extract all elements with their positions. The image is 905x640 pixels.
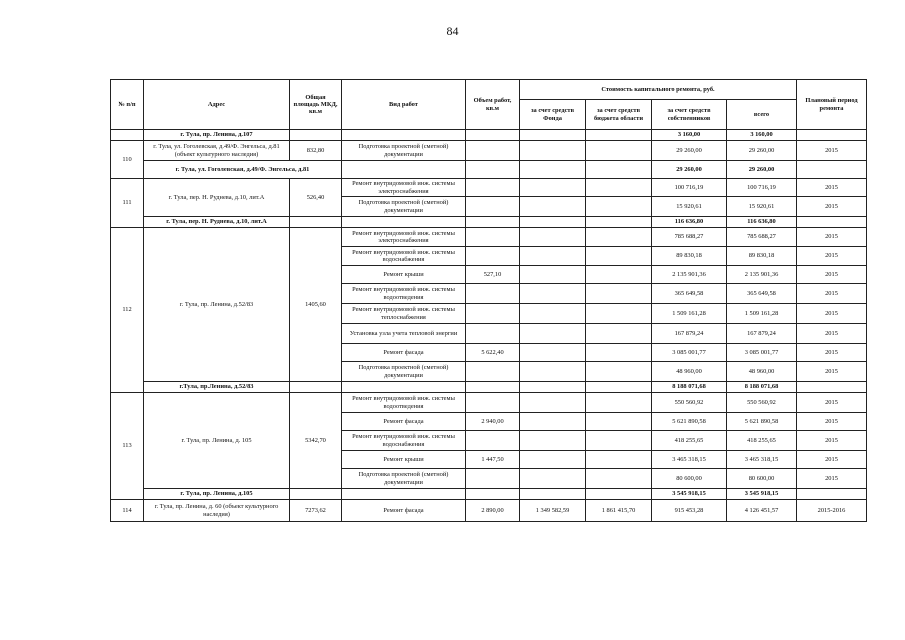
- row-volume: 527,10: [466, 266, 520, 284]
- header-period: Плановый период ремонта: [797, 80, 867, 130]
- row-num: 111: [111, 179, 144, 228]
- row-volume: 5 622,40: [466, 344, 520, 362]
- row-work: Ремонт внутридомовой инж. системы электроснабжения: [342, 179, 466, 197]
- row-owners: 418 255,65: [652, 431, 727, 451]
- row-volume: [466, 469, 520, 489]
- row-volume: [466, 431, 520, 451]
- row-work: Подготовка проектной (сметной) документации: [342, 362, 466, 382]
- table-row: [111, 393, 867, 413]
- row-total: 5 621 890,58: [727, 413, 797, 431]
- row-total: 418 255,65: [727, 431, 797, 451]
- row-total: 4 126 451,57: [727, 500, 797, 522]
- subtotal-total: 3 160,00: [727, 130, 797, 141]
- repair-table: [110, 79, 867, 522]
- table-row: [111, 500, 867, 522]
- row-area: 526,40: [290, 179, 342, 217]
- row-address: г. Тула, пер. Н. Руднева, д.10, лит.А: [144, 179, 290, 217]
- row-total: 89 830,18: [727, 247, 797, 266]
- subtotal-owners: 29 260,00: [652, 161, 727, 179]
- row-total: 29 260,00: [727, 141, 797, 161]
- subtotal-address: г. Тула, пр. Ленина, д.107: [144, 130, 290, 141]
- subtotal-total: 116 636,80: [727, 217, 797, 228]
- subtotal-row: [111, 382, 867, 393]
- row-owners: 3 085 001,77: [652, 344, 727, 362]
- header-work-type: Вид работ: [342, 80, 466, 130]
- row-area: 832,80: [290, 141, 342, 161]
- row-owners: 100 716,19: [652, 179, 727, 197]
- row-work: Подготовка проектной (сметной) документации: [342, 197, 466, 217]
- row-total: 167 879,24: [727, 324, 797, 344]
- row-work: Ремонт фасада: [342, 344, 466, 362]
- row-work: Подготовка проектной (сметной) документации: [342, 469, 466, 489]
- header-fund: за счет средств Фонда: [520, 100, 586, 130]
- row-volume: 2 940,00: [466, 413, 520, 431]
- row-total: 80 600,00: [727, 469, 797, 489]
- row-owners: 3 465 318,15: [652, 451, 727, 469]
- subtotal-address: г. Тула, ул. Гоголевская, д.49/Ф. Энгельса, д.81: [144, 161, 342, 179]
- header-address: Адрес: [144, 80, 290, 130]
- row-owners: 29 260,00: [652, 141, 727, 161]
- row-work: Установка узла учета тепловой энергии: [342, 324, 466, 344]
- row-owners: 365 649,58: [652, 284, 727, 304]
- row-area: 5342,70: [290, 393, 342, 489]
- row-total: 3 085 001,77: [727, 344, 797, 362]
- subtotal-address: г. Тула, пр. Ленина, д.105: [144, 489, 290, 500]
- row-period: 2015: [797, 197, 867, 217]
- subtotal-total: 29 260,00: [727, 161, 797, 179]
- row-owners: 2 135 901,36: [652, 266, 727, 284]
- row-total: 1 509 161,28: [727, 304, 797, 324]
- row-period: 2015: [797, 304, 867, 324]
- row-work: Ремонт внутридомовой инж. системы водоотведения: [342, 284, 466, 304]
- subtotal-owners: 3 160,00: [652, 130, 727, 141]
- row-address: г. Тула, пр. Ленина, д. 105: [144, 393, 290, 489]
- subtotal-row: [111, 489, 867, 500]
- row-total: 48 960,00: [727, 362, 797, 382]
- row-volume: [466, 304, 520, 324]
- row-owners: 167 879,24: [652, 324, 727, 344]
- row-work: Ремонт крыши: [342, 451, 466, 469]
- row-address: г. Тула, ул. Гоголевская, д.49/Ф. Энгельса, д.81 (объект культурного наследия): [144, 141, 290, 161]
- row-area: 1405,60: [290, 228, 342, 382]
- table-row: [111, 179, 867, 197]
- subtotal-owners: 116 636,80: [652, 217, 727, 228]
- subtotal-row: [111, 130, 867, 141]
- header-cost-group: Стоимость капитального ремонта, руб.: [520, 80, 797, 100]
- subtotal-total: 3 545 918,15: [727, 489, 797, 500]
- row-volume: 1 447,50: [466, 451, 520, 469]
- row-owners: 15 920,61: [652, 197, 727, 217]
- header-volume: Объем работ, кв.м: [466, 80, 520, 130]
- row-total: 100 716,19: [727, 179, 797, 197]
- row-total: 365 649,58: [727, 284, 797, 304]
- row-period: 2015: [797, 247, 867, 266]
- header-area: Общая площадь МКД, кв.м: [290, 80, 342, 130]
- row-work: Ремонт внутридомовой инж. системы водоснабжения: [342, 431, 466, 451]
- row-work: Ремонт внутридомовой инж. системы водоотведения: [342, 393, 466, 413]
- row-owners: 89 830,18: [652, 247, 727, 266]
- row-volume: [466, 228, 520, 247]
- row-owners: 550 560,92: [652, 393, 727, 413]
- row-owners: 48 960,00: [652, 362, 727, 382]
- row-period: 2015: [797, 284, 867, 304]
- row-work: Ремонт внутридомовой инж. системы электроснабжения: [342, 228, 466, 247]
- row-total: 15 920,61: [727, 197, 797, 217]
- row-volume: 2 890,00: [466, 500, 520, 522]
- row-period: 2015: [797, 362, 867, 382]
- subtotal-address: г.Тула, пр.Ленина, д.52/83: [144, 382, 290, 393]
- row-total: 3 465 318,15: [727, 451, 797, 469]
- row-owners: 1 509 161,28: [652, 304, 727, 324]
- row-volume: [466, 393, 520, 413]
- row-owners: 5 621 890,58: [652, 413, 727, 431]
- row-period: 2015: [797, 179, 867, 197]
- row-work: Ремонт фасада: [342, 413, 466, 431]
- row-period: 2015: [797, 469, 867, 489]
- row-period: 2015: [797, 324, 867, 344]
- row-work: Ремонт внутридомовой инж. системы водоснабжения: [342, 247, 466, 266]
- row-period: 2015: [797, 141, 867, 161]
- row-period: 2015-2016: [797, 500, 867, 522]
- row-period: 2015: [797, 431, 867, 451]
- row-num: 112: [111, 228, 144, 393]
- subtotal-row: [111, 217, 867, 228]
- row-num: 110: [111, 141, 144, 179]
- page-number: 84: [446, 24, 459, 38]
- row-num: 113: [111, 393, 144, 500]
- subtotal-row: [111, 161, 867, 179]
- row-volume: [466, 324, 520, 344]
- row-work: Ремонт внутридомовой инж. системы теплоснабжения: [342, 304, 466, 324]
- header-owners: за счет средств собственников: [652, 100, 727, 130]
- row-volume: [466, 284, 520, 304]
- row-period: 2015: [797, 393, 867, 413]
- row-num: 114: [111, 500, 144, 522]
- subtotal-address: г. Тула, пер. Н. Руднева, д.10, лит.А: [144, 217, 290, 228]
- header-total: всего: [727, 100, 797, 130]
- table-row: [111, 141, 867, 161]
- row-period: 2015: [797, 266, 867, 284]
- row-address: г. Тула, пр. Ленина, д.52/83: [144, 228, 290, 382]
- row-period: 2015: [797, 344, 867, 362]
- header-region: за счет средств бюджета области: [586, 100, 652, 130]
- header-num: № п/п: [111, 80, 144, 130]
- row-owners: 915 453,28: [652, 500, 727, 522]
- row-work: Ремонт фасада: [342, 500, 466, 522]
- row-total: 550 560,92: [727, 393, 797, 413]
- row-work: Подготовка проектной (сметной) документации: [342, 141, 466, 161]
- subtotal-owners: 8 188 071,68: [652, 382, 727, 393]
- row-work: Ремонт крыши: [342, 266, 466, 284]
- row-total: 785 688,27: [727, 228, 797, 247]
- row-owners: 785 688,27: [652, 228, 727, 247]
- subtotal-total: 8 188 071,68: [727, 382, 797, 393]
- row-period: 2015: [797, 451, 867, 469]
- row-fund: 1 349 582,59: [520, 500, 586, 522]
- row-owners: 80 600,00: [652, 469, 727, 489]
- row-period: 2015: [797, 413, 867, 431]
- table-row: [111, 228, 867, 247]
- row-volume: [466, 247, 520, 266]
- row-period: 2015: [797, 228, 867, 247]
- subtotal-owners: 3 545 918,15: [652, 489, 727, 500]
- row-total: 2 135 901,36: [727, 266, 797, 284]
- row-area: 7273,62: [290, 500, 342, 522]
- row-address: г. Тула, пр. Ленина, д. 60 (объект культурного наследия): [144, 500, 290, 522]
- row-volume: [466, 362, 520, 382]
- row-region: 1 861 415,70: [586, 500, 652, 522]
